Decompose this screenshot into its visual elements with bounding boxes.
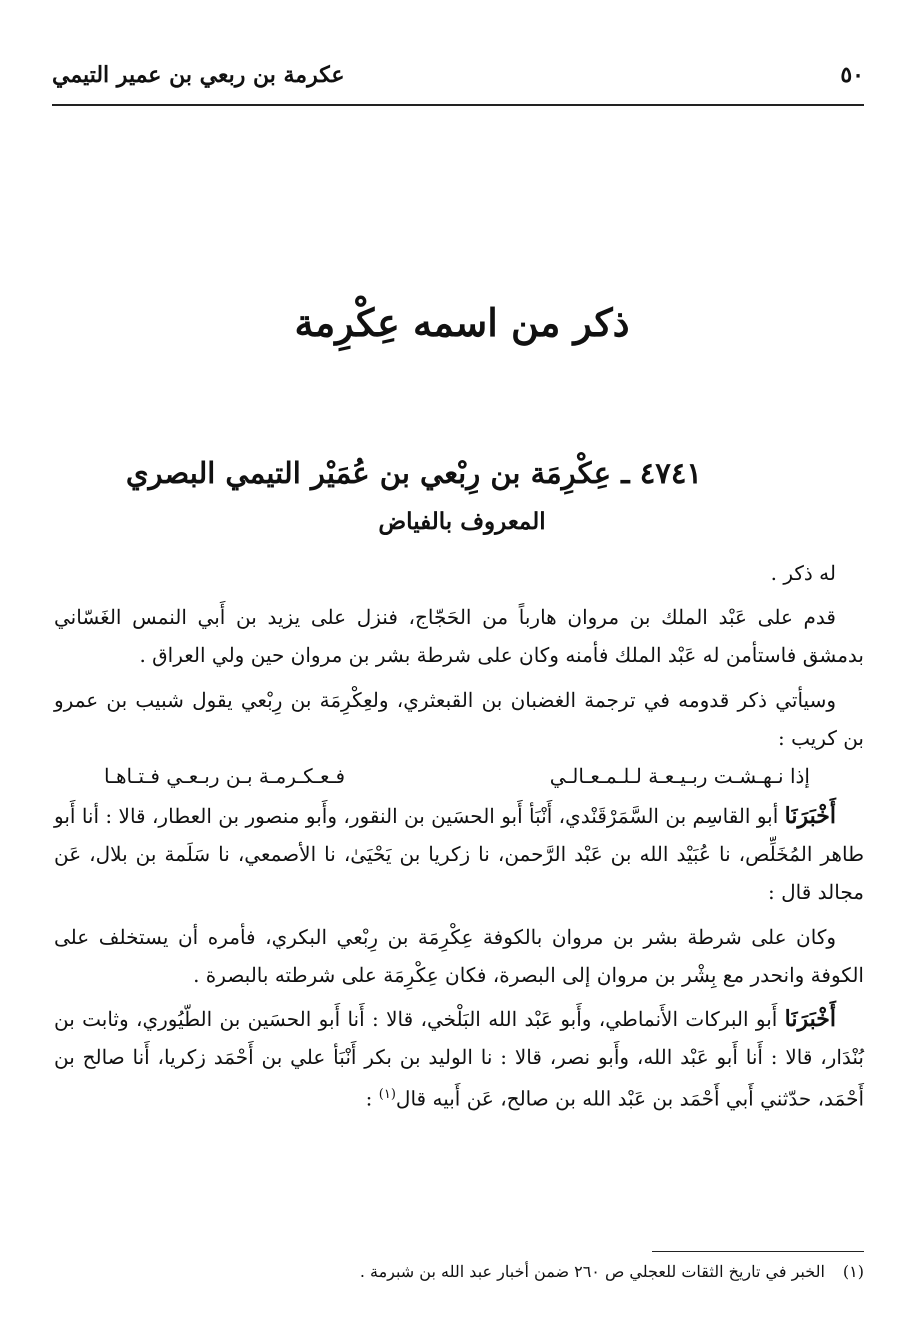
- paragraph-2: قدم على عَبْد الملك بن مروان هارباً من الحَجّاج، فنزل على يزيد بن أَبي النمس الغَسّاني بدمشق فاستأمن له عَبْد الملك فأمنه وكان على شرطة بشر بن مروان حين ولي العراق .: [54, 605, 864, 668]
- running-header: [52, 62, 864, 102]
- verse-second-hemistich: فـعـكـرمـة بـن ربـعـي فـتـاهـا: [104, 764, 346, 789]
- footnote-number: (١): [842, 1262, 864, 1281]
- body-text: [54, 554, 864, 1118]
- paragraph-6-text: أَبو البركات الأَنماطي، وأَبو عَبْد الله البَلْخي، قالا : أَنا أَبو الحسَين بن الطّيُوري، وثابت بن بُنْدَار، قالا : أَنا أَبو عَبْد الله، وأَبو نصر، قالا : نا الوليد بن بكر أَنْبَأ علي بن أَحْمَد زكريا، أَنا صالح بن أَحْمَد، حدّثني أَبي أَحْمَد بن عَبْد الله بن صالح، عَن أَبيه قال: [54, 1007, 864, 1112]
- paragraph-6-end: :: [365, 1087, 379, 1112]
- paragraph-1: له ذكر .: [770, 561, 836, 585]
- entry-heading: ٤٧٤١ ـ عِكْرِمَة بن رِبْعي بن عُمَيْر التيمي البصري: [125, 456, 702, 490]
- entry-subheading: المعروف بالفياض: [378, 508, 546, 535]
- section-title: ذكر من اسمه عِكْرِمة: [294, 300, 630, 345]
- footnote-marker: (١): [378, 1087, 396, 1103]
- page-number: ٥٠: [840, 62, 864, 88]
- header-rule: [52, 104, 864, 106]
- verse-first-hemistich: إذا نـهـشـت ربـيـعـة لـلـمـعـالـي: [549, 764, 810, 789]
- akhbarana-lead: أَخْبَرَنَا: [784, 803, 836, 830]
- paragraph-4: [54, 797, 864, 912]
- paragraph-3: وسيأتي ذكر قدومه في ترجمة الغضبان بن القبعثري، ولعِكْرِمَة بن رِبْعي يقول شبيب بن عمرو بن كريب :: [54, 687, 864, 750]
- footnote-rule: [652, 1251, 864, 1252]
- paragraph-5: وكان على شرطة بشر بن مروان بالكوفة عِكْرِمَة بن رِبْعي البكري، فأمره أن يستخلف على الكوفة وانحدر مع بِشْر بن مروان إلى البصرة، فكان عِكْرِمَة على شرطته بالبصرة .: [54, 924, 864, 987]
- paragraph-6: [54, 1000, 864, 1118]
- paragraph-4-text: أبو القاسِم بن السَّمَرْقَنْدي، أَنْبَأ أَبو الحسَين بن النقور، وأَبو منصور بن العطار، قالا : أنا أَبو طاهر المُخَلِّص، نا عُبَيْد الله بن عَبْد الرَّحمن، نا زكريا بن يَحْيَىٰ، نا الأصمعي، نا سَلَمة بن بلال، عَن مجالد قال :: [54, 804, 864, 905]
- poetry-verse: [54, 757, 864, 797]
- akhbarana-lead: أَخْبَرَنَا: [784, 1006, 836, 1033]
- running-title: عكرمة بن ربعي بن عمير التيمي: [52, 62, 345, 88]
- footnote-text: الخبر في تاريخ الثقات للعجلي ص ٢٦٠ ضمن أخبار عبد الله بن شبرمة .: [359, 1262, 825, 1281]
- footnote: [54, 1262, 864, 1281]
